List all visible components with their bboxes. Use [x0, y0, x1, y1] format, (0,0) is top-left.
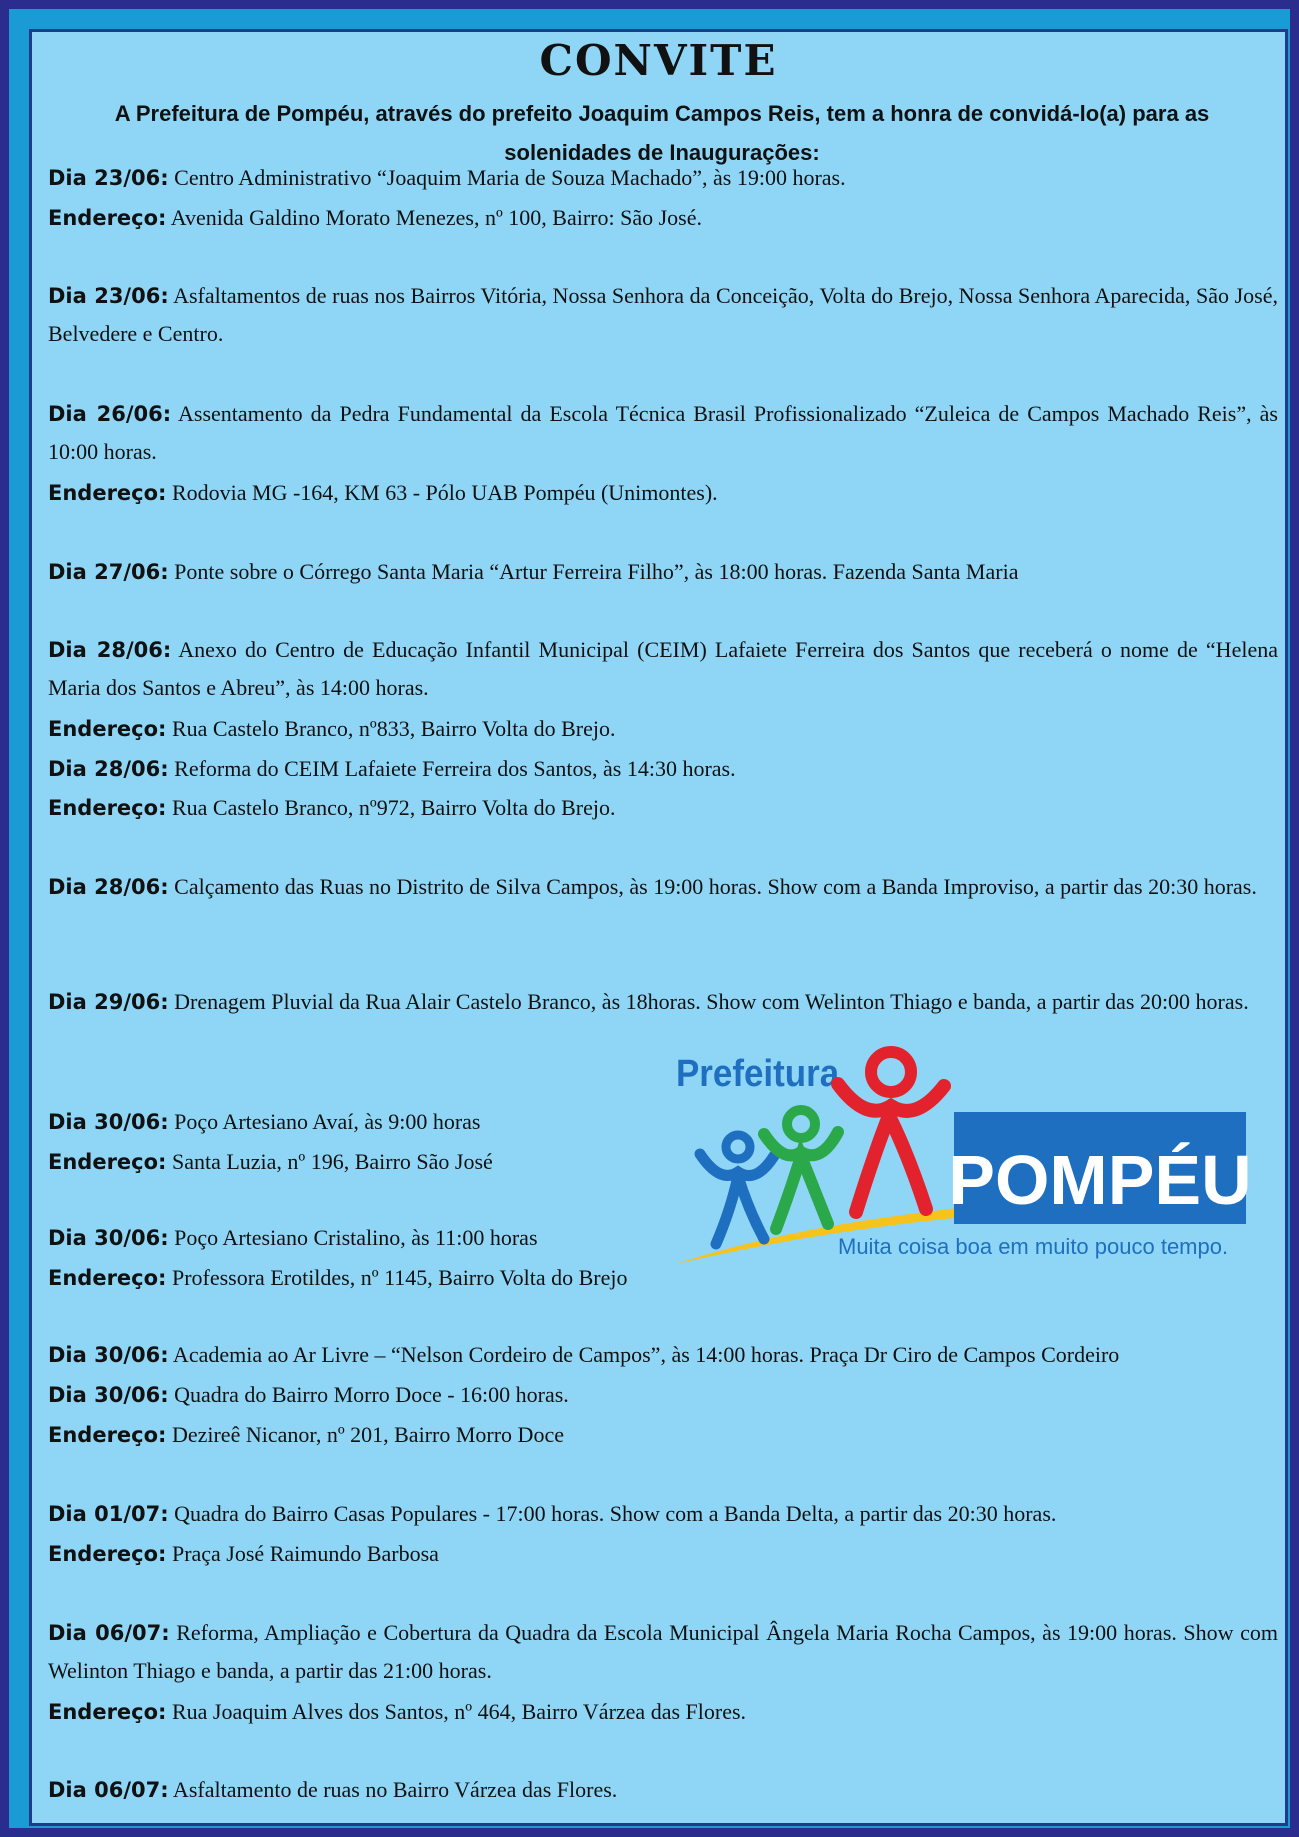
line-label: Dia 26/06:: [48, 402, 172, 426]
line-text: Centro Administrativo “Joaquim Maria de Souza Machado”, às 19:00 horas.: [168, 165, 846, 190]
line-text: Reforma do CEIM Lafaiete Ferreira dos Santos, às 14:30 horas.: [168, 756, 736, 781]
event-line: [48, 1495, 1278, 1533]
event-line: [48, 1771, 1278, 1809]
address-line: [48, 1535, 1278, 1573]
line-text: Rodovia MG -164, KM 63 - Pólo UAB Pompéu (Unimontes).: [166, 480, 718, 505]
line-label: Dia 28/06:: [48, 638, 172, 662]
blue-figure-icon: [700, 1135, 774, 1244]
address-line: [48, 789, 1278, 827]
intro-text: A Prefeitura de Pompéu, através do prefeito Joaquim Campos Reis, tem a honra de convidá-lo(a) para as solenidades de Inaugurações:: [114, 101, 1210, 165]
green-figure-icon: [764, 1110, 838, 1229]
event-line: [48, 159, 1278, 197]
line-label: Endereço:: [48, 717, 167, 741]
line-label: Endereço:: [48, 481, 167, 505]
line-label: Dia 30/06:: [48, 1383, 169, 1407]
line-text: Drenagem Pluvial da Rua Alair Castelo Branco, às 18horas. Show com Welinton Thiago e banda, a partir das 20:00 horas.: [168, 989, 1249, 1014]
line-text: Anexo do Centro de Educação Infantil Municipal (CEIM) Lafaiete Ferreira dos Santos que receberá o nome de “Helena Maria dos Santos e Abreu”, às 14:00 horas.: [48, 637, 1278, 700]
address-line: [48, 474, 1278, 512]
page-title: CONVITE: [539, 36, 778, 85]
frame: [9, 9, 1290, 1828]
line-text: Academia ao Ar Livre – “Nelson Cordeiro de Campos”, às 14:00 horas. Praça Dr Ciro de Campos Cordeiro: [168, 1342, 1120, 1367]
event-line: [48, 750, 1278, 788]
line-text: Avenida Galdino Morato Menezes, nº 100, Bairro: São José.: [166, 205, 702, 230]
event-line: [48, 1219, 768, 1257]
event-line: [48, 395, 1278, 471]
line-text: Praça José Raimundo Barbosa: [166, 1541, 439, 1566]
address-line: [48, 710, 1278, 748]
line-label: Endereço:: [48, 1266, 167, 1290]
line-label: Dia 30/06:: [48, 1110, 169, 1134]
line-label: Endereço:: [48, 1542, 167, 1566]
line-label: Endereço:: [48, 1423, 167, 1447]
line-label: Dia 28/06:: [48, 875, 169, 899]
line-text: Reforma, Ampliação e Cobertura da Quadra da Escola Municipal Ângela Maria Rocha Campos, às 19:00 horas. Show com Welinton Thiago e banda, a partir das 21:00 horas.: [48, 1620, 1278, 1683]
line-text: Santa Luzia, nº 196, Bairro São José: [166, 1149, 493, 1174]
line-label: Dia 01/07:: [48, 1502, 169, 1526]
line-label: Dia 29/06:: [48, 990, 169, 1014]
line-text: Rua Joaquim Alves dos Santos, nº 464, Bairro Várzea das Flores.: [166, 1699, 747, 1724]
line-label: Dia 27/06:: [48, 560, 169, 584]
line-text: Ponte sobre o Córrego Santa Maria “Artur Ferreira Filho”, às 18:00 horas. Fazenda Santa Maria: [168, 559, 1019, 584]
line-text: Quadra do Bairro Morro Doce - 16:00 horas.: [168, 1382, 569, 1407]
logo-slogan-text: Muita coisa boa em muito pouco tempo.: [838, 1234, 1229, 1259]
invitation-panel: [29, 29, 1288, 1826]
address-line: [48, 1693, 1278, 1731]
line-text: Poço Artesiano Cristalino, às 11:00 horas: [168, 1225, 538, 1250]
event-line: [48, 1336, 1278, 1374]
line-text: Rua Castelo Branco, nº972, Bairro Volta do Brejo.: [166, 795, 616, 820]
event-line: [48, 1614, 1278, 1690]
line-text: Quadra do Bairro Casas Populares - 17:00 horas. Show com a Banda Delta, a partir das 20:30 horas.: [168, 1501, 1057, 1526]
event-line: [48, 631, 1278, 707]
line-label: Endereço:: [48, 1700, 167, 1724]
event-line: [48, 868, 1278, 906]
line-text: Asfaltamentos de ruas nos Bairros Vitória, Nossa Senhora da Conceição, Volta do Brejo, Nossa Senhora Aparecida, São José, Belvedere e Centro.: [48, 283, 1278, 346]
line-label: Dia 06/07:: [48, 1778, 169, 1802]
line-label: Dia 23/06:: [48, 284, 169, 308]
address-line: [48, 1259, 768, 1297]
event-line: [48, 983, 1278, 1021]
line-text: Assentamento da Pedra Fundamental da Escola Técnica Brasil Profissionalizado “Zuleica de Campos Machado Reis”, às 10:00 horas.: [48, 401, 1278, 464]
line-label: Dia 30/06:: [48, 1343, 169, 1367]
logo-prefeitura-text: Prefeitura: [676, 1051, 840, 1095]
line-label: Endereço:: [48, 206, 167, 230]
line-label: Dia 06/07:: [48, 1621, 170, 1645]
line-label: Endereço:: [48, 1150, 167, 1174]
event-line: [48, 277, 1278, 353]
event-line: [48, 1376, 1278, 1414]
address-line: [48, 199, 1278, 237]
line-text: Asfaltamento de ruas no Bairro Várzea das Flores.: [168, 1777, 618, 1802]
line-text: Professora Erotildes, nº 1145, Bairro Volta do Brejo: [166, 1265, 628, 1290]
red-figure-icon: [838, 1052, 944, 1212]
line-text: Rua Castelo Branco, nº833, Bairro Volta do Brejo.: [166, 716, 616, 741]
line-text: Calçamento das Ruas no Distrito de Silva Campos, às 19:00 horas. Show com a Banda Improviso, a partir das 20:30 horas.: [168, 874, 1257, 899]
prefeitura-pompeu-logo: [676, 1044, 1276, 1280]
line-label: Dia 28/06:: [48, 757, 169, 781]
line-label: Dia 30/06:: [48, 1226, 169, 1250]
logo-name-text: POMPÉU: [948, 1141, 1252, 1219]
address-line: [48, 1143, 768, 1181]
line-label: Dia 23/06:: [48, 166, 169, 190]
event-line: [48, 553, 1278, 591]
line-text: Dezireê Nicanor, nº 201, Bairro Morro Doce: [166, 1422, 564, 1447]
address-line: [48, 1416, 1278, 1454]
line-text: Poço Artesiano Avaí, às 9:00 horas: [168, 1109, 481, 1134]
event-line: [48, 1103, 768, 1141]
line-label: Endereço:: [48, 796, 167, 820]
